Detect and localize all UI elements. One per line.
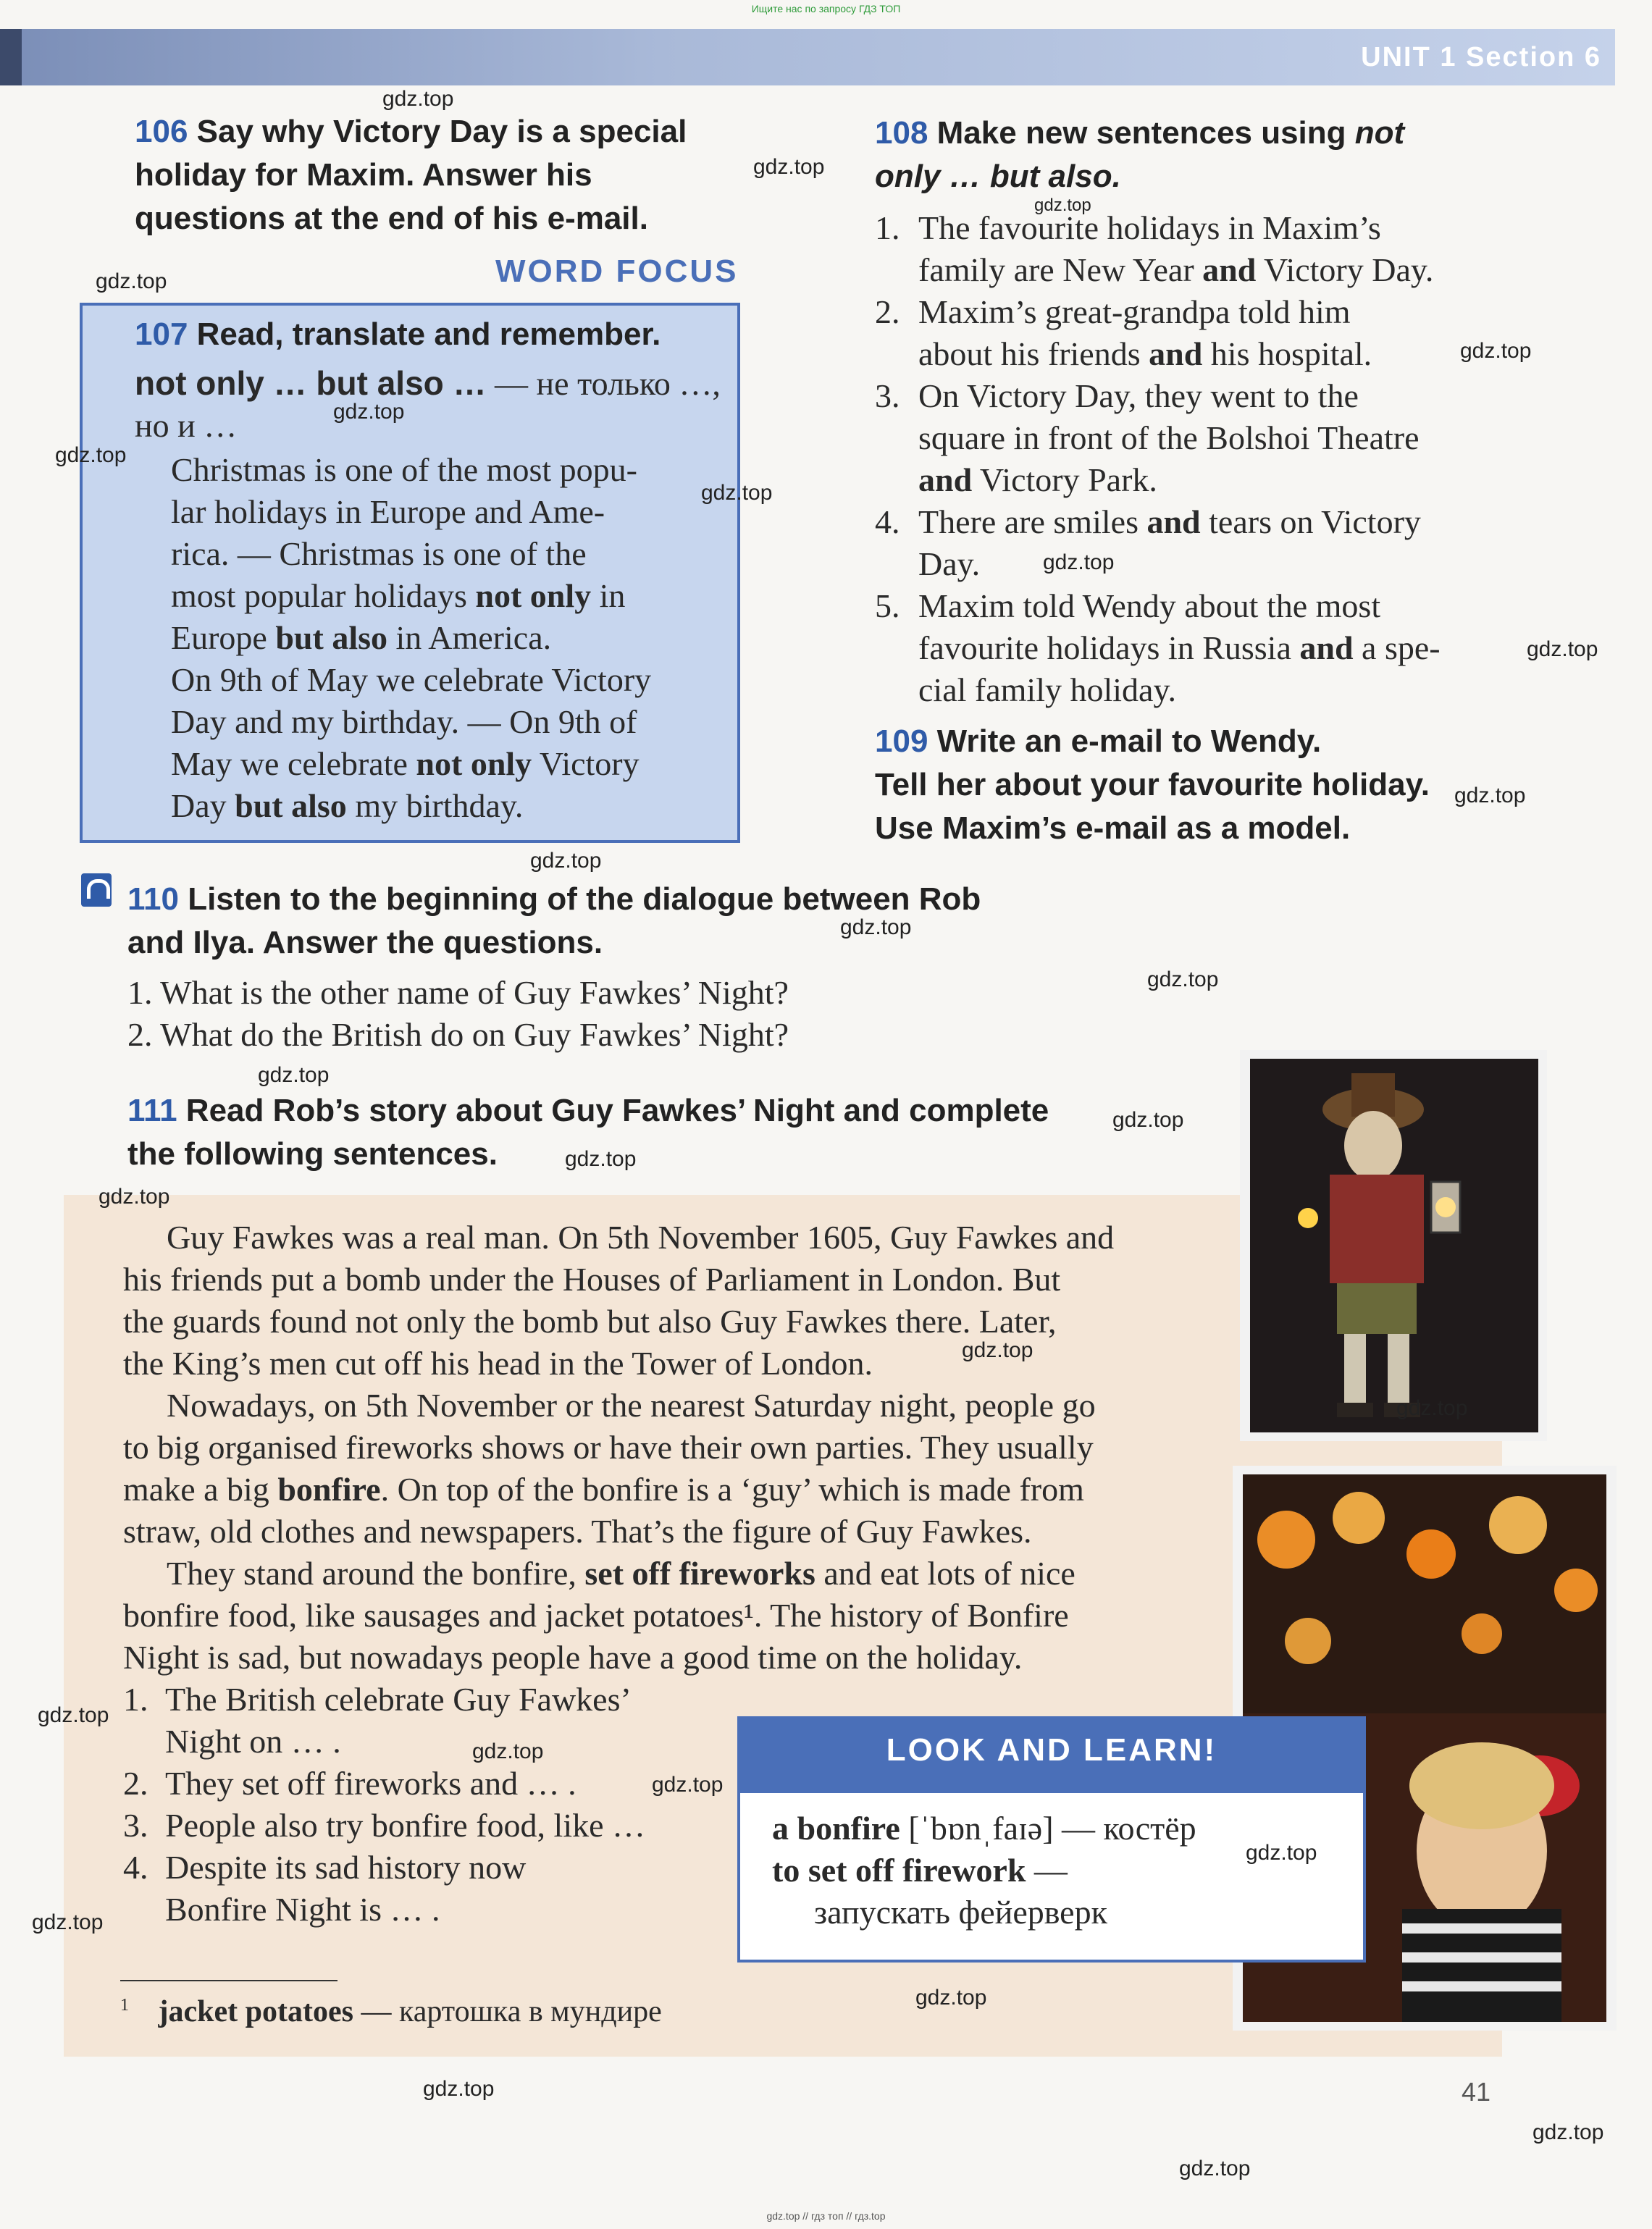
word-focus-title: WORD FOCUS: [495, 253, 739, 289]
gdz-watermark: gdz.top: [840, 915, 912, 939]
ex108-item-3: 3. On Victory Day, they went to the square in front of the Bolshoi Theatre and Victory Park.: [875, 377, 1420, 498]
gdz-watermark: gdz.top: [472, 1739, 544, 1763]
gdz-watermark: gdz.top: [565, 1147, 637, 1171]
story-p1-l1: Guy Fawkes was a real man. On 5th November 1605, Guy Fawkes and: [167, 1219, 1115, 1256]
ex108-list: [875, 207, 1495, 711]
ex110-q1: 1. What is the other name of Guy Fawkes’ Night?: [127, 974, 789, 1011]
ex108-item-4: 4. There are smiles and tears on Victory Day.: [875, 503, 1421, 582]
complete-item-1: 1. The British celebrate Guy Fawkes’ Night on … .: [123, 1681, 632, 1760]
ex108-item-1: 1. The favourite holidays in Maxim’s family are New Year and Victory Day.: [875, 209, 1434, 288]
ex107-ex1-line4: most popular holidays not only in: [171, 577, 626, 614]
footnote-rule: [120, 1980, 337, 1981]
gdz-watermark: gdz.top: [382, 87, 454, 111]
headphones-icon[interactable]: [81, 873, 112, 907]
ex111-number: 111: [127, 1093, 177, 1128]
ex107-heading: [135, 313, 661, 356]
complete-item-2: 2. They set off fireworks and … .: [123, 1765, 576, 1802]
unit-section-title: UNIT 1 Section 6: [1361, 42, 1601, 72]
bottom-watermark: gdz.top // гдз топ // гдз.top: [766, 2210, 886, 2222]
ex110-number: 110: [127, 881, 179, 917]
gdz-watermark: gdz.top: [1246, 1841, 1317, 1865]
ex107-number: 107: [135, 316, 188, 352]
rob-story: Guy Fawkes was a real man. On 5th November 1605, Guy Fawkes and his friends put a bomb under the Houses of Parliament in London. But the guards found not only the bomb but also Guy Fawkes there. Later, the King’s men cut off his head in the Tower of London. Nowadays, on 5th November or the nearest Saturday night, people go to big organised fireworks shows or have their own parties. They usually make a big bonfire. On top of the bonfire is a ‘guy’ which is made from straw, old clothes and newspapers. That’s the figure of Guy Fawkes. They stand around the bonfire, set off fireworks and eat lots of nice bonfire food, like sausages and jacket potatoes¹. The history of Bonfire Night is sad, but nowadays people have a good time on the holiday.: [123, 1217, 1192, 1679]
gdz-watermark: gdz.top: [32, 1910, 104, 1934]
gdz-watermark: gdz.top: [1454, 784, 1526, 807]
gdz-watermark: gdz.top: [701, 481, 773, 505]
gdz-watermark: gdz.top: [1532, 2120, 1604, 2144]
ex107-title: Read, translate and remember.: [196, 316, 661, 352]
gdz-watermark: gdz.top: [652, 1773, 724, 1797]
look-and-learn-content: a bonfire [ˈbɒnˌfaɪə] — костёр to set off firework — запускать фейерверк: [772, 1810, 1196, 1931]
complete-item-3: 3. People also try bonfire food, like …: [123, 1807, 646, 1844]
gdz-watermark: gdz.top: [1043, 550, 1115, 574]
ex106-line2: holiday for Maxim. Answer his: [135, 157, 592, 193]
ex111-heading: 111 Read Rob’s story about Guy Fawkes’ Night and complete the following sentences.: [127, 1093, 1049, 1172]
gdz-watermark: gdz.top: [1034, 196, 1091, 215]
ex106-number: 106: [135, 114, 188, 149]
ex107-translation-2: но и …: [135, 407, 238, 444]
look-term-bonfire: a bonfire: [772, 1810, 900, 1847]
ex109-number: 109: [875, 723, 928, 759]
ex107-ex1-line1: Christmas is one of the most popu-: [171, 451, 637, 488]
story-p2-l1: Nowadays, on 5th November or the nearest Saturday night, people go: [167, 1387, 1096, 1424]
footnote: $^1$ jacket potatoes — картошка в мундире: [120, 1995, 662, 2028]
header-edge: [0, 29, 22, 85]
ex106-line1: Say why Victory Day is a special: [196, 114, 687, 149]
ex107-ex2-line1: On 9th of May we celebrate Victory: [171, 661, 652, 698]
gdz-watermark: gdz.top: [258, 1063, 330, 1087]
ex107-rule: [135, 362, 721, 447]
ex110-questions: [127, 972, 789, 1056]
page-number: 41: [1462, 2077, 1491, 2107]
ex107-translation-1: — не только …,: [486, 365, 721, 402]
ex107-phrase: not only … but also …: [135, 364, 487, 402]
ex108-number: 108: [875, 115, 928, 151]
complete-sentences: [123, 1679, 731, 1931]
gdz-watermark: gdz.top: [38, 1703, 109, 1727]
gdz-watermark: gdz.top: [1112, 1108, 1184, 1132]
ex107-ex2-line4: Day but also my birthday.: [171, 787, 524, 824]
gdz-watermark: gdz.top: [530, 849, 602, 873]
top-watermark: Ищите нас по запросу ГДЗ ТОП: [751, 3, 901, 14]
gdz-watermark: gdz.top: [1527, 637, 1598, 661]
ex107-ex1-line2: lar holidays in Europe and Ame-: [171, 493, 605, 530]
gdz-watermark: gdz.top: [1460, 339, 1532, 363]
look-and-learn-title: LOOK AND LEARN!: [886, 1732, 1217, 1768]
gdz-watermark: gdz.top: [1147, 967, 1219, 991]
ex108-item-5: 5. Maxim told Wendy about the most favourite holidays in Russia and a spe- cial family holiday.: [875, 587, 1441, 708]
ex106-heading: [135, 110, 687, 240]
ex106-line3: questions at the end of his e-mail.: [135, 201, 648, 236]
ex107-ex2-line2: Day and my birthday. — On 9th of: [171, 703, 637, 740]
gdz-watermark: gdz.top: [333, 400, 405, 424]
gdz-watermark: gdz.top: [753, 155, 825, 179]
complete-item-4: 4. Despite its sad history now Bonfire Night is … .: [123, 1849, 527, 1928]
ex108-heading: 108 Make new sentences using not only … but also.: [875, 115, 1405, 194]
gdz-watermark: gdz.top: [55, 443, 127, 467]
ex109-heading: 109 Write an e-mail to Wendy. Tell her about your favourite holiday. Use Maxim’s e-mail as a model.: [875, 723, 1430, 846]
gdz-watermark: gdz.top: [96, 269, 167, 293]
guy-figure-illustration: [1250, 1059, 1538, 1432]
ex107-ex1-line3: rica. — Christmas is one of the: [171, 535, 587, 572]
ex110-q2: 2. What do the British do on Guy Fawkes’ Night?: [127, 1016, 789, 1053]
gdz-watermark: gdz.top: [962, 1338, 1033, 1362]
gdz-watermark: gdz.top: [98, 1185, 170, 1209]
ex107-ex1-line5: Europe but also in America.: [171, 619, 552, 656]
ex107-examples: [171, 449, 701, 827]
ex107-ex2-line3: May we celebrate not only Victory: [171, 745, 640, 782]
gdz-watermark: gdz.top: [1179, 2157, 1251, 2180]
gdz-watermark: gdz.top: [915, 1986, 987, 2010]
ex108-title-cont: only … but also.: [875, 159, 1121, 194]
gdz-watermark: gdz.top: [423, 2077, 495, 2101]
ex110-heading: 110 Listen to the beginning of the dialogue between Rob and Ilya. Answer the questions.: [127, 881, 981, 960]
guy-fawkes-figure-photo: [1240, 1050, 1547, 1441]
ex108-item-2: 2. Maxim’s great-grandpa told him about his friends and his hospital.: [875, 293, 1372, 372]
look-term-set-off: to set off firework: [772, 1852, 1026, 1889]
gdz-watermark: gdz.top: [1396, 1396, 1468, 1420]
